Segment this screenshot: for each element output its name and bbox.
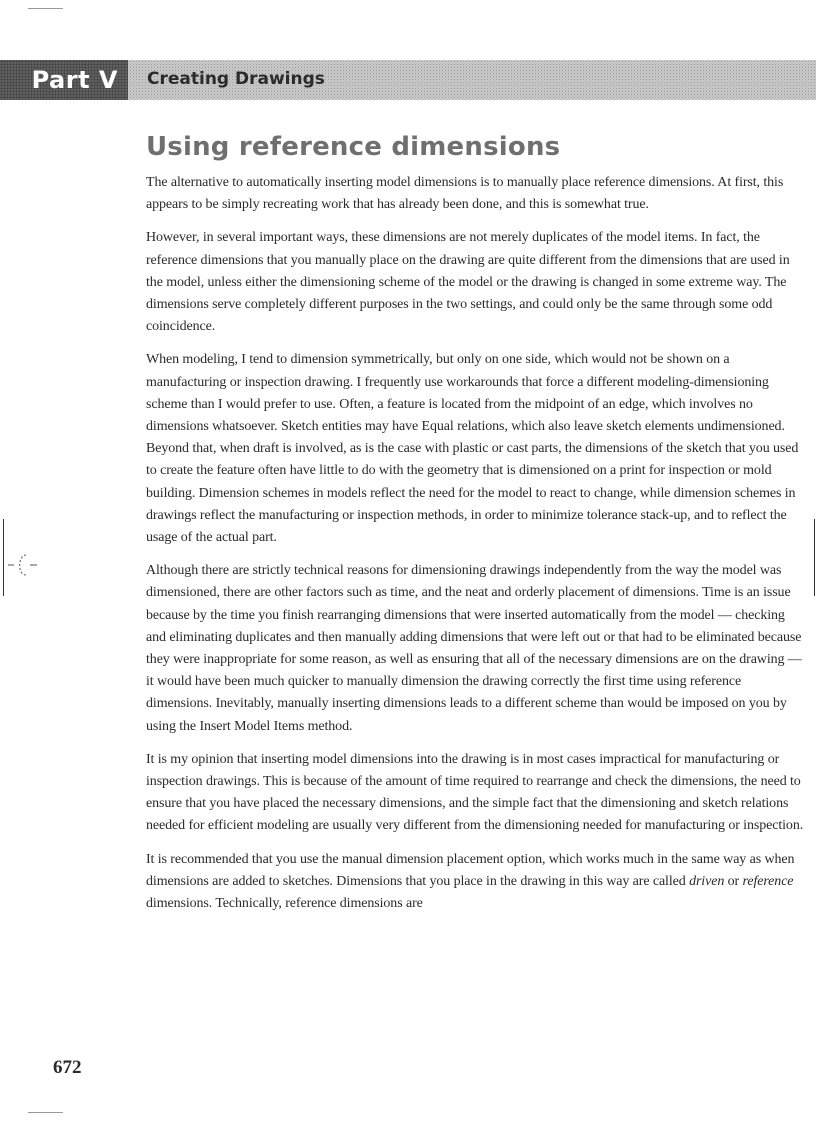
paragraph: Although there are strictly technical reasons for dimensioning drawings independently from the way the model was dimensioned, there are other factors such as time, and the neat and orderly placement of dimensions. Time is an issue because by the time you finish rearranging dimensions that were inserted automatically from the model — checking and eliminating duplicates and then manually adding dimensions that were left out or that had to be eliminated because they were inappropriate for some reason, as well as ensuring that all of the necessary dimensions are on the drawing — it would have been much quicker to manually dimension the drawing correctly the first time using reference dimensions. Inevitably, manually inserting dimensions leads to a different scheme than would be imposed on you by using the Insert Model Items method. — [146, 563, 802, 734]
part-title: Creating Drawings — [147, 69, 325, 89]
binding-line-right — [814, 519, 815, 596]
binding-line-left — [3, 519, 4, 596]
term-reference: reference — [742, 873, 794, 889]
paragraph-text: dimensions. Technically, reference dimensions are — [146, 896, 423, 912]
registration-mark-icon — [8, 552, 38, 578]
paragraph: However, in several important ways, these dimensions are not merely duplicates of the model items. In fact, the reference dimensions that you manually place on the drawing are quite different from the dimensions that are used in the model, unless either the dimensioning scheme of the model or the drawing is changed in some extreme way. The dimensions serve completely different purposes in the two settings, and could only be the same through some odd coincidence. — [146, 230, 790, 335]
paragraph-last — [146, 849, 808, 916]
paragraph: It is my opinion that inserting model dimensions into the drawing is in most cases impractical for manufacturing or inspection drawings. This is because of the amount of time required to rearrange and check the dimensions, the need to ensure that you have placed the necessary dimensions, and the simple fact that the dimensioning and sketch relations needed for efficient modeling are usually very different from the dimensioning needed for manufacturing or inspection. — [146, 751, 804, 834]
page-number: 672 — [53, 1057, 82, 1078]
part-label-block — [0, 60, 128, 100]
crop-mark-top-left — [28, 8, 63, 9]
term-driven: driven — [689, 873, 725, 889]
paragraph: When modeling, I tend to dimension symmetrically, but only on one side, which would not be shown on a manufacturing or inspection drawing. I frequently use workarounds that force a different modeling-dimensioning scheme than I would prefer to use. Often, a feature is located from the midpoint of an edge, which involves no dimensions whatsoever. Sketch entities may have Equal relations, which also leave sketch elements undimensioned. Beyond that, when draft is involved, as is the case with plastic or cast parts, the dimensions of the sketch that you used to create the feature often have little to do with the geometry that is dimensioned on a print for inspection or mold building. Dimension schemes in models reflect the need for the model to react to change, while dimension schemes in drawings reflect the manufacturing or inspection methods, in order to minimize tolerance stack-up, and to reflect the usage of the actual part. — [146, 352, 799, 546]
paragraph-text: or — [724, 873, 743, 889]
body-text — [146, 172, 808, 926]
section-heading: Using reference dimensions — [146, 132, 561, 162]
part-label: Part V — [31, 66, 118, 94]
running-header — [0, 60, 816, 100]
paragraph-text: It is recommended that you use the manual dimension placement option, which works much in the same way as when dimensions are added to sketches. Dimensions that you place in the drawing in this way are called — [146, 851, 795, 889]
crop-mark-bottom-left — [28, 1112, 63, 1113]
paragraph: The alternative to automatically inserting model dimensions is to manually place reference dimensions. At first, this appears to be simply recreating work that has already been done, and this is somewhat true. — [146, 175, 784, 213]
